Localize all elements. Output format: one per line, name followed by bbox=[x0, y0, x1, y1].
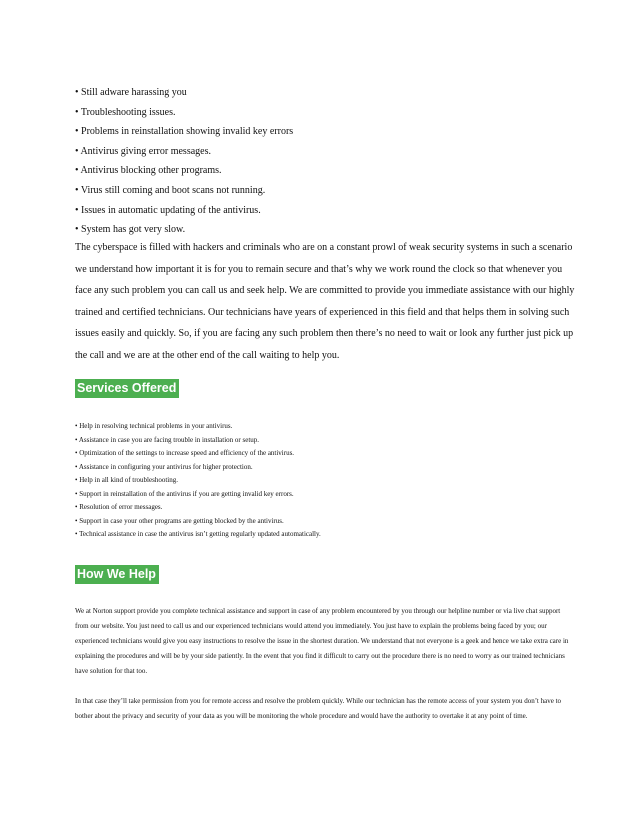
service-item: • Support in case your other programs are getting blocked by the antivirus. bbox=[75, 516, 284, 525]
service-item: • Support in reinstallation of the antivirus if you are getting invalid key errors. bbox=[75, 489, 294, 498]
issue-item: • Problems in reinstallation showing invalid key errors bbox=[75, 126, 294, 138]
service-item: • Help in all kind of troubleshooting. bbox=[75, 476, 178, 484]
services-heading: Services Offered bbox=[75, 379, 179, 398]
issue-item: • Troubleshooting issues. bbox=[75, 106, 176, 118]
issue-item: • Virus still coming and boot scans not running. bbox=[75, 184, 266, 196]
how-we-help-heading: How We Help bbox=[75, 565, 159, 584]
issue-item: • Still adware harassing you bbox=[75, 87, 187, 98]
service-item: • Assistance in configuring your antivirus for higher protection. bbox=[75, 462, 253, 471]
service-item: • Assistance in case you are facing trouble in installation or setup. bbox=[75, 435, 260, 444]
services-list bbox=[75, 420, 321, 542]
issue-item: • Antivirus giving error messages. bbox=[75, 145, 211, 157]
service-item: • Optimization of the settings to increase speed and efficiency of the antivirus. bbox=[75, 449, 295, 457]
intro-paragraph: The cyberspace is filled with hackers and criminals who are on a constant prowl of weak security systems in such a scenario we understand how important it is for you to remain secure and that’s why we work round the clock so that whenever you face any such problem you can call us and seek help. We are committed to provide you immediate assistance with our highly trained and certified technicians. Our technicians have years of experienced in this field and that helps them in solving such issues easily and quickly. So, if you are facing any such problem then there’s no need to wait or look any further just pick up the call and we are at the other end of the call waiting to help you. bbox=[75, 242, 575, 361]
issues-list bbox=[75, 83, 293, 240]
issue-item: • Antivirus blocking other programs. bbox=[75, 165, 222, 177]
service-item: • Resolution of error messages. bbox=[75, 503, 163, 511]
issue-item: • System has got very slow. bbox=[75, 224, 186, 236]
service-item: • Help in resolving technical problems in your antivirus. bbox=[75, 422, 233, 430]
how-we-help-paragraph-1: We at Norton support provide you complete technical assistance and support in case of any problem encountered by you through our helpline number or via live chat support from our website. You just need to call us and our experienced technicians would attend you immediately. You just have to explain the problems being faced by you; our experienced technicians would give you easy instructions to resolve the issue in the shortest duration. We understand that not everyone is a geek and hence we take extra care in explaining the procedures and will be by your side patiently. In the event that you find it difficult to carry out the procedure there is no need to worry as our trained technicians have solution for that too. bbox=[75, 607, 569, 675]
issue-item: • Issues in automatic updating of the antivirus. bbox=[75, 204, 261, 216]
how-we-help-paragraph-2: In that case they’ll take permission from you for remote access and resolve the problem quickly. While our technician has the remote access of your system you don’t have to bother about the privacy and security of your data as you will be monitoring the whole procedure and would have the authority to overtake it at any point of time. bbox=[75, 697, 562, 720]
service-item: • Technical assistance in case the antivirus isn’t getting regularly updated automatically. bbox=[75, 530, 321, 538]
